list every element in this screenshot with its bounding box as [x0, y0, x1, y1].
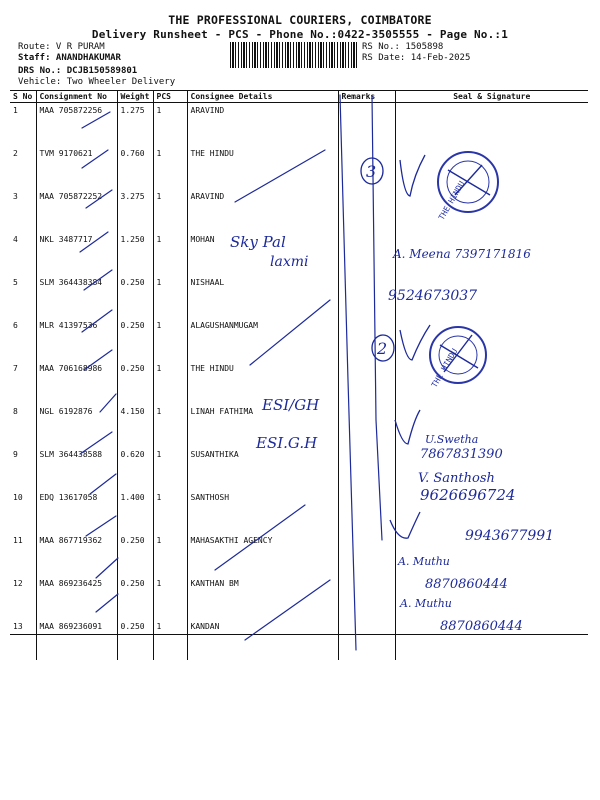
col-consignment: Consignment No [36, 91, 117, 103]
row-pcs: 1 [153, 232, 187, 275]
row-sno: 9 [13, 450, 18, 459]
row-weight: 3.275 [117, 189, 153, 232]
row13-phone: 8870860444 [440, 619, 523, 634]
row-consignee: KANTHAN BM [187, 576, 338, 619]
svg-text:2: 2 [377, 339, 388, 358]
row-weight: 0.250 [117, 533, 153, 576]
svg-text:3: 3 [366, 162, 377, 181]
col-consignee: Consignee Details [187, 91, 338, 103]
row-sno: 10 [13, 493, 23, 502]
row-pcs: 1 [153, 404, 187, 447]
row-weight: 0.760 [117, 146, 153, 189]
row-consignment-no: SLM 364438384 [36, 275, 117, 318]
row-weight: 0.250 [117, 576, 153, 619]
col-weight: Weight [117, 91, 153, 103]
row-sno: 7 [13, 364, 18, 373]
row4-remark-2: laxmi [270, 254, 309, 270]
row4-remark: Sky Pal [230, 233, 286, 251]
row-consignment-no: MAA 705872256 [36, 103, 117, 147]
route-text: Route: V R PURAM [18, 42, 105, 52]
hindu-stamp-1 [437, 152, 498, 222]
row-consignee: LINAH FATHIMA [187, 404, 338, 447]
hindu-stamp-2 [430, 327, 486, 389]
row-pcs: 1 [153, 619, 187, 660]
row-weight: 1.250 [117, 232, 153, 275]
rs-number: RS No.: 1505898 [362, 42, 444, 52]
row-consignee: ALAGUSHANMUGAM [187, 318, 338, 361]
row-weight: 1.400 [117, 490, 153, 533]
row-consignee: ARAVIND [187, 189, 338, 232]
row-sno: 1 [13, 106, 18, 115]
row-consignee: NISHAAL [187, 275, 338, 318]
row-consignee: MOHAN [187, 232, 338, 275]
row5-phone: 9524673037 [388, 288, 478, 304]
row-consignment-no: MAA 869236091 [36, 619, 117, 660]
row-pcs: 1 [153, 490, 187, 533]
company-title: THE PROFESSIONAL COURIERS, COIMBATORE [168, 13, 432, 27]
row9-remark: ESI.G.H [256, 434, 318, 452]
row10-phone: 9626696724 [420, 486, 516, 504]
row-consignee: ARAVIND [187, 103, 338, 147]
row-sno: 8 [13, 407, 18, 416]
row-consignment-no: NGL 6192876 [36, 404, 117, 447]
row-sno: 13 [13, 622, 23, 631]
row-sno: 3 [13, 192, 18, 201]
row-consignment-no: MAA 706168986 [36, 361, 117, 404]
row-pcs: 1 [153, 103, 187, 147]
row-sno: 12 [13, 579, 23, 588]
row-weight: 0.250 [117, 619, 153, 660]
row12-phone: 8870860444 [425, 577, 508, 592]
row13-signature: A. Muthu [400, 597, 452, 610]
row-consignment-no: MLR 41397536 [36, 318, 117, 361]
row-consignment-no: TVM 9170621 [36, 146, 117, 189]
row-consignee: SUSANTHIKA [187, 447, 338, 490]
row11-phone: 9943677991 [465, 528, 555, 544]
runsheet-subtitle: Delivery Runsheet - PCS - Phone No.:0422-3505555 - Page No.:1 [91, 28, 509, 41]
rs-date: RS Date: 14-Feb-2025 [362, 53, 471, 63]
row-consignee: KANDAN [187, 619, 338, 660]
row-consignment-no: SLM 364438588 [36, 447, 117, 490]
row-sno: 2 [13, 149, 18, 158]
row-consignment-no: MAA 869236425 [36, 576, 117, 619]
row-pcs: 1 [153, 318, 187, 361]
vehicle-text: Vehicle: Two Wheeler Delivery [18, 77, 176, 87]
svg-text:THE HINDU: THE HINDU [429, 347, 460, 390]
row-weight: 4.150 [117, 404, 153, 447]
row-weight: 0.250 [117, 318, 153, 361]
row-pcs: 1 [153, 275, 187, 318]
row-consignment-no: MAA 867719362 [36, 533, 117, 576]
col-pcs: PCS [153, 91, 187, 103]
row9-phone: 7867831390 [420, 447, 503, 462]
row12-signature: A. Muthu [398, 555, 450, 568]
svg-text:THE HINDU: THE HINDU [437, 179, 467, 222]
row-weight: 0.250 [117, 361, 153, 404]
col-seal-signature: Seal & Signature [395, 91, 588, 103]
row-sno: 4 [13, 235, 18, 244]
row-weight: 0.250 [117, 275, 153, 318]
tick-marks [80, 95, 382, 650]
row4-signature: A. Meena 7397171816 [393, 247, 531, 261]
staff-text: Staff: ANANDHAKUMAR [18, 53, 121, 63]
row-consignee: THE HINDU [187, 361, 338, 404]
row-pcs: 1 [153, 189, 187, 232]
row-consignment-no: MAA 705872252 [36, 189, 117, 232]
col-sno: S No [10, 91, 36, 103]
row3-circle-mark [361, 158, 383, 184]
row-pcs: 1 [153, 146, 187, 189]
row-pcs: 1 [153, 447, 187, 490]
row9-signature: U.Swetha [425, 433, 479, 446]
row-consignee: MAHASAKTHI AGENCY [187, 533, 338, 576]
row-pcs: 1 [153, 361, 187, 404]
row-sno: 5 [13, 278, 18, 287]
row-pcs: 1 [153, 576, 187, 619]
row-consignment-no: EDQ 13617058 [36, 490, 117, 533]
row-weight: 1.275 [117, 103, 153, 147]
col-remarks: Remarks [338, 91, 395, 103]
row-sno: 11 [13, 536, 23, 545]
row-consignee: THE HINDU [187, 146, 338, 189]
row-consignment-no: NKL 3487717 [36, 232, 117, 275]
row10-signature: V. Santhosh [418, 471, 495, 486]
row-sno: 6 [13, 321, 18, 330]
row8-remark: ESI/GH [262, 396, 320, 414]
row-weight: 0.620 [117, 447, 153, 490]
drs-number: DRS No.: DCJB150589801 [18, 66, 138, 76]
row-consignee: SANTHOSH [187, 490, 338, 533]
row-pcs: 1 [153, 533, 187, 576]
